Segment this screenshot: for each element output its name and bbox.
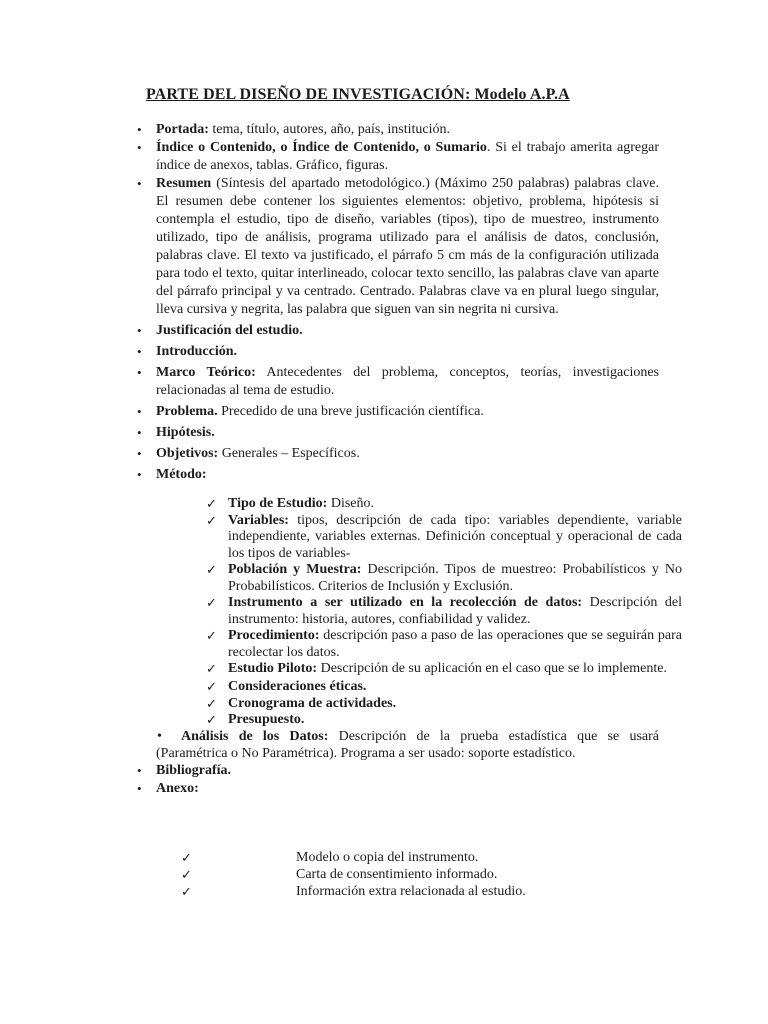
sub-item-label: Población y Muestra:: [228, 562, 362, 577]
outline-list: [131, 121, 682, 798]
item-text: Antecedentes del problema, conceptos, teorías, investigaciones relacionadas al tema de estudio.: [156, 365, 659, 398]
sub-item-presupuesto: [206, 712, 682, 729]
sub-item-variables: [206, 513, 682, 563]
sub-item-text: descripción paso a paso de las operaciones que se seguirán para recolectar los datos.: [228, 628, 682, 660]
sub-item-text: Diseño.: [327, 496, 375, 511]
sub-item-poblacion: [206, 562, 682, 595]
sub-item-cronograma: [206, 695, 682, 712]
item-label: Bibliografía.: [156, 763, 232, 778]
sub-item-estudio-piloto: [206, 661, 682, 678]
list-item-portada: [131, 121, 659, 139]
sub-item-label: Procedimiento:: [228, 628, 320, 643]
list-item-objetivos: [131, 445, 659, 463]
sub-item-label: Instrumento a ser utilizado en la recolección de datos:: [228, 595, 583, 610]
item-label: Portada:: [156, 122, 209, 137]
sub-item-text: Descripción. Tipos de muestreo: Probabilísticos y No Probabilísticos. Criterios de Inclusión y Exclusión.: [228, 562, 682, 594]
list-item-problema: [131, 403, 659, 421]
anexo-item: [131, 883, 659, 900]
sub-item-label: Tipo de Estudio:: [228, 496, 328, 511]
sub-item-label: Cronograma de actividades.: [228, 695, 397, 711]
list-item-hipotesis: [131, 424, 659, 442]
item-label: Marco Teórico:: [156, 365, 256, 380]
anexo-item-text: Carta de consentimiento informado.: [296, 867, 498, 882]
item-label: Anexo:: [156, 781, 199, 796]
anexo-item-text: Información extra relacionada al estudio.: [296, 884, 526, 899]
item-text: Precedido de una breve justificación científica.: [217, 404, 484, 419]
item-label: Resumen: [156, 176, 212, 191]
sub-item-label: Consideraciones éticas.: [228, 678, 367, 694]
check-icon: ✓: [181, 850, 192, 865]
item-label: Índice o Contenido, o Índice de Contenido, o Sumario: [156, 140, 487, 155]
anexo-sublist: [131, 849, 659, 900]
anexo-item: [131, 866, 659, 883]
check-icon: ✓: [181, 884, 192, 899]
list-item-resumen: [131, 175, 659, 319]
item-label: Método:: [156, 467, 207, 482]
list-item-metodo: [131, 466, 682, 728]
item-label: Análisis de los Datos:: [181, 729, 329, 744]
item-label: Objetivos:: [156, 446, 219, 461]
sub-item-text: tipos, descripción de cada tipo: variables dependiente, variable independiente, variables externas. Definición conceptual y operacional de cada los tipos de variables-: [228, 512, 682, 561]
sub-item-text: Descripción del instrumento: historia, autores, confiabilidad y validez.: [228, 595, 682, 627]
page-title: PARTE DEL DISEÑO DE INVESTIGACIÓN: Modelo A.P.A: [146, 86, 570, 103]
list-item-marco-teorico: [131, 364, 659, 400]
item-text: (Síntesis del apartado metodológico.) (Máximo 250 palabras) palabras clave. El resumen debe contener los siguientes elementos: objetivo, problema, hipótesis si contempla el estudio, tipo de diseño, variables (tipos), tipo de muestreo, instrumento utilizado, tipo de análisis, programa utilizado para el análisis de datos, conclusión, palabras clave. El texto va justificado, el párrafo 5 cm más de la configuración utilizada para todo el texto, quitar interlineado, colocar texto sencillo, las palabras clave van aparte del párrafo principal y va centrado. Centrado. Palabras clave va en plural luego singular, lleva cursiva y negrita, las palabra que siguen van sin negrita ni cursiva.: [156, 176, 659, 317]
item-label: Hipótesis.: [156, 425, 215, 440]
list-item-analisis: [131, 728, 659, 762]
list-item-bibliografia: [131, 762, 659, 780]
item-text: . Si el trabajo amerita agregar índice de anexos, tablas. Gráfico, figuras.: [156, 140, 660, 173]
item-text: tema, título, autores, año, país, institución.: [208, 122, 450, 137]
bullet-icon: •: [157, 729, 162, 744]
list-item-justificacion: [131, 322, 659, 340]
list-item-introduccion: [131, 343, 659, 361]
item-label: Problema.: [156, 404, 218, 419]
item-text: Generales – Específicos.: [218, 446, 360, 461]
sub-item-tipo-estudio: [206, 496, 682, 513]
list-item-indice: [131, 139, 659, 175]
item-text: Descripción de la prueba estadística que se usará (Paramétrica o No Paramétrica). Programa a ser usado: soporte estadístico.: [156, 729, 659, 761]
sub-item-instrumento: [206, 595, 682, 628]
anexo-item-text: Modelo o copia del instrumento.: [296, 850, 479, 865]
sub-item-label: Estudio Piloto:: [228, 661, 318, 676]
item-label: Justificación del estudio.: [156, 323, 303, 338]
sub-item-label: Variables:: [228, 512, 289, 528]
sub-item-consideraciones: [206, 678, 682, 695]
anexo-item: [131, 849, 659, 866]
sub-item-label: Presupuesto.: [228, 711, 305, 727]
check-icon: ✓: [181, 867, 192, 882]
metodo-sublist: [206, 496, 682, 728]
item-label: Introducción.: [156, 344, 238, 359]
list-item-anexo: [131, 780, 659, 798]
sub-item-procedimiento: [206, 628, 682, 661]
sub-item-text: Descripción de su aplicación en el caso que se lo implemente.: [317, 661, 667, 676]
